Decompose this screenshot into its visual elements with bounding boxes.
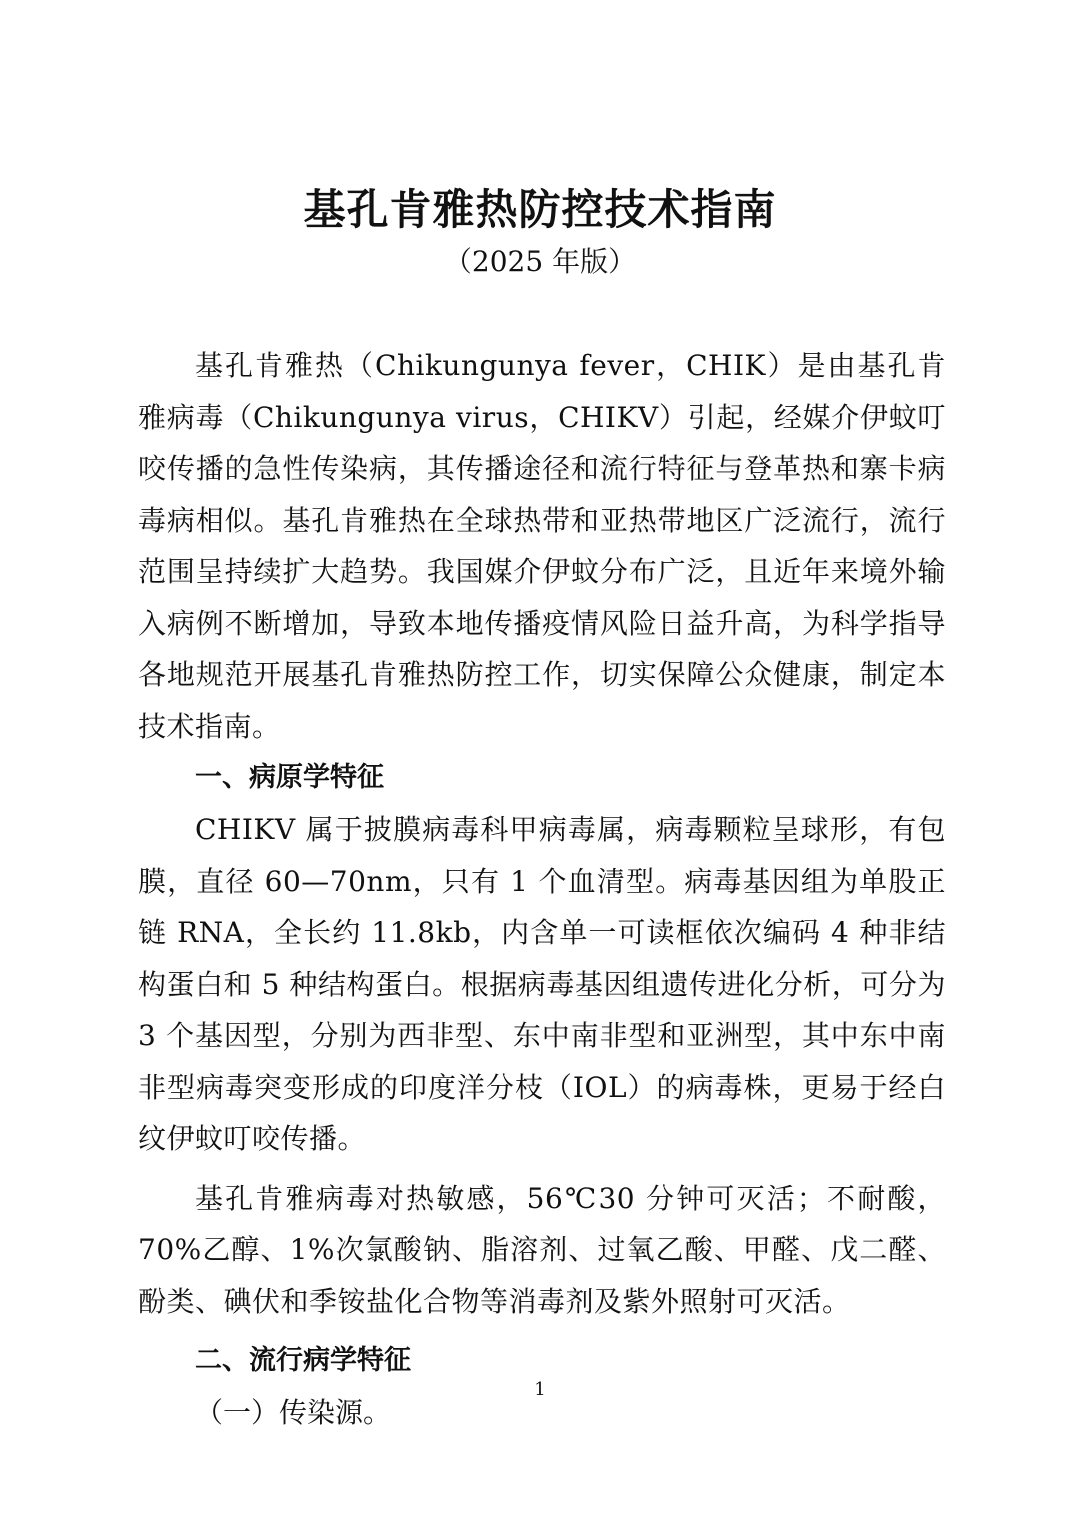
document-title: 基孔肯雅热防控技术指南 (303, 185, 777, 234)
paragraph-spacer (138, 1165, 946, 1173)
section-heading-pathogen: 一、病原学特征 (195, 762, 384, 793)
page-number: 1 (534, 1379, 546, 1400)
subsection-heading-source: （一）传染源。 (195, 1396, 392, 1429)
document-subtitle: （2025 年版） (443, 245, 637, 278)
intro-paragraph: 基孔肯雅热（Chikungunya fever，CHIK）是由基孔肯雅病毒（Chikungunya virus，CHIKV）引起，经媒介伊蚊叮咬传播的急性传染病，其传播途径和流行特征与登革热和寨卡病毒病相似。基孔肯雅热在全球热带和亚热带地区广泛流行，流行范围呈持续扩大趋势。我国媒介伊蚊分布广泛，且近年来境外输入病例不断增加，导致本地传播疫情风险日益升高，为科学指导各地规范开展基孔肯雅热防控工作，切实保障公众健康，制定本技术指南。 (138, 349, 946, 743)
inactivation-paragraph: 基孔肯雅病毒对热敏感，56℃30 分钟可灭活；不耐酸，70%乙醇、1%次氯酸钠、脂溶剂、过氧乙酸、甲醛、戊二醛、酚类、碘伏和季铵盐化合物等消毒剂及紫外照射可灭活。 (138, 1181, 946, 1318)
document-body (138, 340, 946, 1439)
pathogen-paragraph: CHIKV 属于披膜病毒科甲病毒属，病毒颗粒呈球形，有包膜，直径 60—70nm，只有 1 个血清型。病毒基因组为单股正链 RNA，全长约 11.8kb，内含单一可读框依次编码 4 种非结构蛋白和 5 种结构蛋白。根据病毒基因组遗传进化分析，可分为 3 个基因型，分别为西非型、东中南非型和亚洲型，其中东中南非型病毒突变形成的印度洋分枝（IOL）的病毒株，更易于经白纹伊蚊叮咬传播。 (138, 813, 946, 1155)
section-heading-epidemiology: 二、流行病学特征 (195, 1345, 411, 1376)
paragraph-spacer (138, 1327, 946, 1335)
